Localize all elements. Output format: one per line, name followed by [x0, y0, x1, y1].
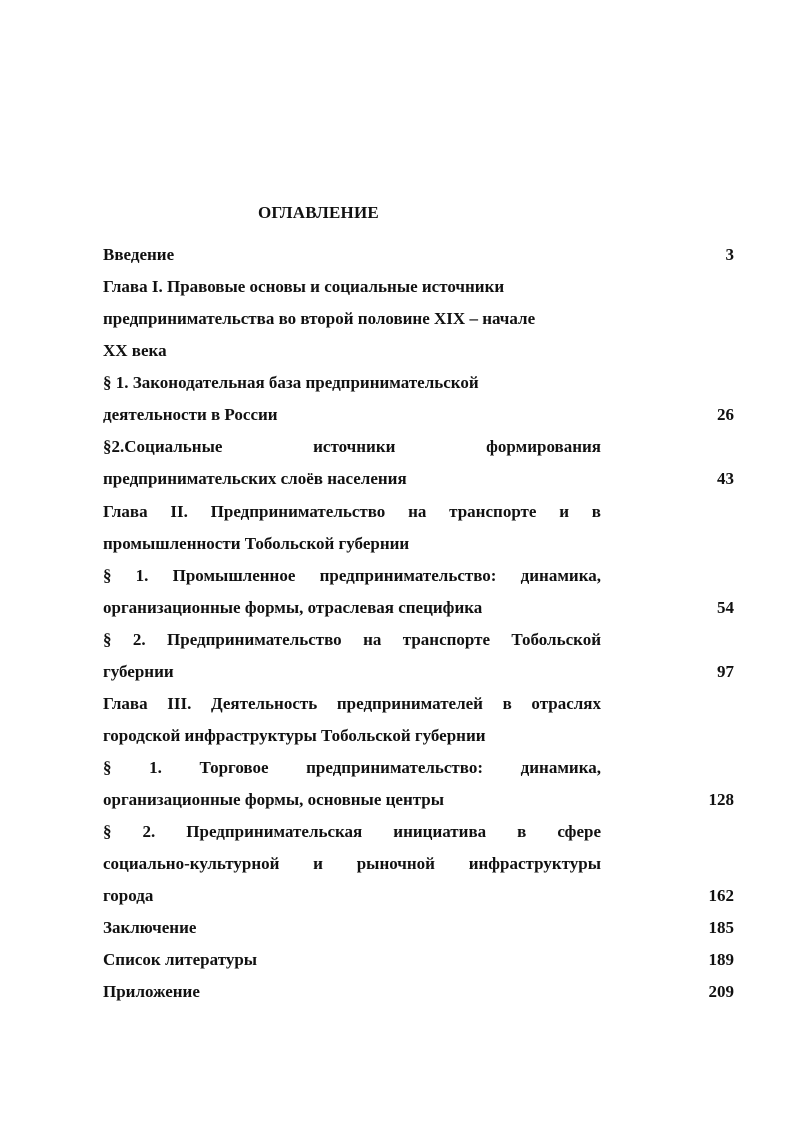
toc-chapter-1-line-3: XX века — [103, 341, 167, 360]
toc-section-1-2-line-2: предпринимательских слоёв населения — [103, 469, 407, 488]
toc-chapter-1-line-1: Глава I. Правовые основы и социальные источники — [103, 277, 505, 296]
toc-entry-appendix: Приложение — [103, 982, 200, 1001]
page-number-section-1-1: 26 — [717, 405, 734, 424]
toc-entry-intro: Введение — [103, 245, 175, 264]
page-number-section-2-1: 54 — [717, 598, 734, 617]
page-number-section-3-1: 128 — [708, 790, 734, 809]
toc-chapter-2-line-1: Глава II. Предпринимательство на транспорте и в — [103, 502, 601, 521]
toc-section-1-2-line-1: §2.Социальные источники формирования — [103, 437, 601, 456]
page-number-literature: 189 — [708, 950, 734, 969]
page-number-section-3-2: 162 — [708, 886, 734, 905]
page-number-intro: 3 — [725, 245, 734, 264]
page-number-appendix: 209 — [708, 982, 734, 1001]
toc-section-3-2-line-2: социально-культурной и рыночной инфраструктуры — [103, 854, 601, 873]
toc-title: ОГЛАВЛЕНИЕ — [258, 203, 379, 222]
toc-section-2-1-line-1: § 1. Промышленное предпринимательство: динамика, — [103, 566, 601, 585]
toc-section-3-2-line-1: § 2. Предпринимательская инициатива в сфере — [103, 822, 601, 841]
toc-chapter-3-line-1: Глава III. Деятельность предпринимателей в отраслях — [103, 694, 601, 713]
toc-chapter-1-line-2: предпринимательства во второй половине XIX – начале — [103, 309, 536, 328]
toc-chapter-2-line-2: промышленности Тобольской губернии — [103, 534, 410, 553]
page-number-conclusion: 185 — [708, 918, 734, 937]
toc-section-2-2-line-1: § 2. Предпринимательство на транспорте Тобольской — [103, 630, 601, 649]
page-number-section-2-2: 97 — [717, 662, 734, 681]
toc-section-1-1-line-1: § 1. Законодательная база предпринимательской — [103, 373, 479, 392]
toc-section-3-1-line-2: организационные формы, основные центры — [103, 790, 445, 809]
toc-section-2-1-line-2: организационные формы, отраслевая специфика — [103, 598, 483, 617]
toc-section-3-1-line-1: § 1. Торговое предпринимательство: динамика, — [103, 758, 601, 777]
toc-entry-literature: Список литературы — [103, 950, 258, 969]
page-number-section-1-2: 43 — [717, 469, 734, 488]
toc-chapter-3-line-2: городской инфраструктуры Тобольской губернии — [103, 726, 486, 745]
toc-entry-conclusion: Заключение — [103, 918, 197, 937]
toc-section-2-2-line-2: губернии — [103, 662, 174, 681]
toc-section-1-1-line-2: деятельности в России — [103, 405, 278, 424]
toc-section-3-2-line-3: города — [103, 886, 154, 905]
